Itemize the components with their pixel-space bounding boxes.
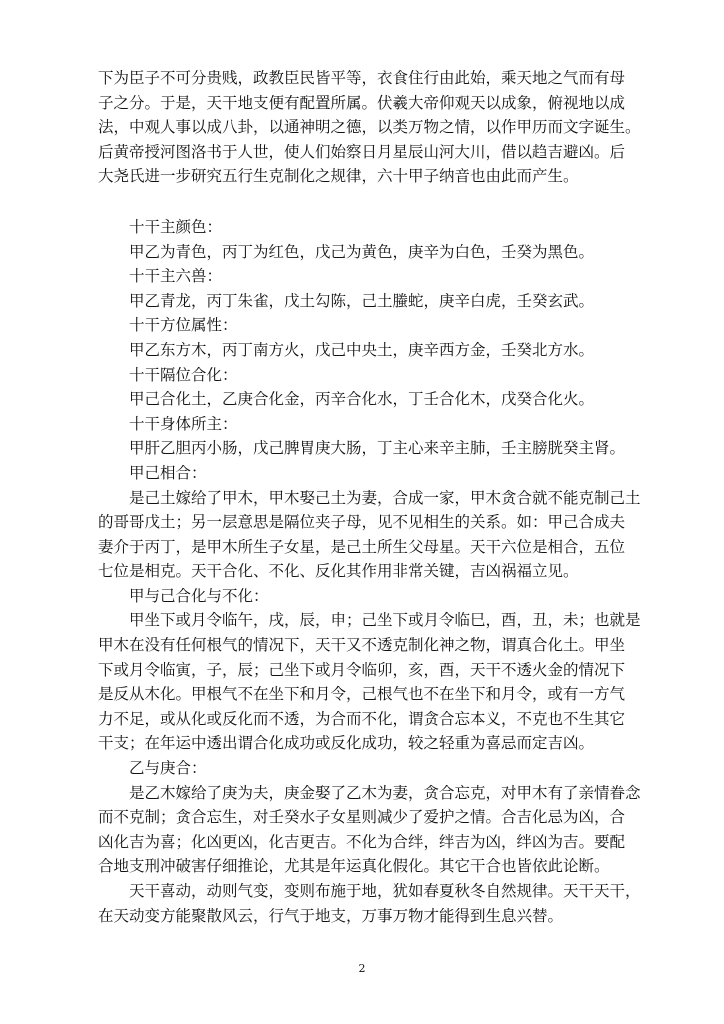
section-body-direction: 甲乙东方木，丙丁南方火，戊己中央土，庚辛西方金，壬癸北方水。	[129, 340, 595, 359]
text-line: 大尧氏进一步研究五行生克制化之规律，六十甲子纳音也由此而产生。	[98, 167, 579, 186]
section-heading-combination: 十干隔位合化：	[129, 365, 238, 384]
text-line: 法，中观人事以成八卦，以通神明之德，以类万物之情，以作甲历而文字诞生。	[98, 118, 641, 137]
text-line: 妻介于丙丁，是甲木所生子女星，是己土所生父母星。天干六位是相合，五位	[98, 537, 626, 556]
section-body-body: 甲肝乙胆丙小肠，戊己脾胃庚大肠，丁主心来辛主肺，壬主膀胱癸主肾。	[129, 439, 626, 458]
spacer	[98, 189, 634, 215]
text-line: 而不克制；贪合忘生，对壬癸水子女星则减少了爱护之情。合吉化忌为凶，合	[98, 808, 626, 827]
text-line: 力不足，或从化或反化而不透，为合而不化，谓贪合忘本义，不克也不生其它	[98, 709, 626, 728]
section-body-color: 甲乙为青色，丙丁为红色，戊己为黄色，庚辛为白色，壬癸为黑色。	[129, 242, 595, 261]
text-line: 后黄帝授河图洛书于人世，使人们始察日月星辰山河大川，借以趋吉避凶。后	[98, 142, 626, 161]
text-line: 子之分。于是，天干地支便有配置所属。伏羲大帝仰观天以成象，俯视地以成	[98, 93, 626, 112]
jiaji-hua-heading: 甲与己合化与不化：	[129, 586, 269, 605]
text-line: 的哥哥戊土；另一层意思是隔位夹子母，见不见相生的关系。如：甲己合成夫	[98, 513, 626, 532]
text-line: 天干喜动，动则气变，变则布施于地，犹如春夏秋冬自然规律。天干天干，	[129, 882, 641, 900]
text-line: 下或月令临寅，子，辰；己坐下或月令临卯，亥，酉，天干不透火金的情况下	[98, 660, 626, 679]
text-line: 甲木在没有任何根气的情况下，天干又不透克制化神之物，谓真合化土。甲坐	[98, 636, 626, 655]
section-heading-direction: 十干方位属性：	[129, 316, 238, 335]
section-body-combination: 甲己合化土，乙庚合化金，丙辛合化水，丁壬合化木，戊癸合化火。	[129, 390, 595, 409]
section-heading-body: 十干身体所主：	[129, 414, 238, 433]
text-line: 干支；在年运中透出谓合化成功或反化成功，较之轻重为喜忌而定吉凶。	[98, 734, 595, 753]
page-number: 2	[358, 962, 366, 975]
text-line: 是乙木嫁给了庚为夫，庚金娶了乙木为妻，贪合忘克，对甲木有了亲情眷念	[129, 783, 641, 802]
text-line: 合地支刑冲破害仔细推论，尤其是年运真化假化。其它干合也皆依此论断。	[98, 857, 610, 876]
text-line: 凶化吉为喜；化凶更凶，化吉更吉。不化为合绊，绊吉为凶，绊凶为吉。要配	[98, 832, 626, 851]
section-body-beasts: 甲乙青龙，丙丁朱雀，戊土勾陈，己土螣蛇，庚辛白虎，壬癸玄武。	[129, 291, 595, 310]
text-line: 甲坐下或月令临午，戌，辰，申；己坐下或月令临巳，酉，丑，未；也就是	[129, 611, 641, 630]
text-line: 七位是相克。天干合化、不化、反化其作用非常关键，吉凶祸福立见。	[98, 562, 579, 581]
yigeng-heading: 乙与庚合：	[129, 759, 207, 778]
text-line: 在天动变方能聚散风云，行气于地支，万事万物才能得到生息兴替。	[98, 906, 564, 925]
page-body	[98, 66, 641, 928]
section-heading-beasts: 十干主六兽：	[129, 267, 223, 286]
text-line: 是己土嫁给了甲木，甲木娶己土为妻，合成一家，甲木贪合就不能克制己土	[129, 488, 641, 507]
text-line: 是反从木化。甲根气不在坐下和月令，己根气也不在坐下和月令，或有一方气	[98, 685, 626, 704]
jiaji-heading: 甲己相合：	[129, 463, 207, 482]
intro-paragraph	[98, 66, 641, 189]
text-line: 下为臣子不可分贵贱，政教臣民皆平等，衣食住行由此始，乘天地之气而有母	[98, 69, 626, 87]
section-heading-color: 十干主颜色：	[129, 217, 223, 236]
